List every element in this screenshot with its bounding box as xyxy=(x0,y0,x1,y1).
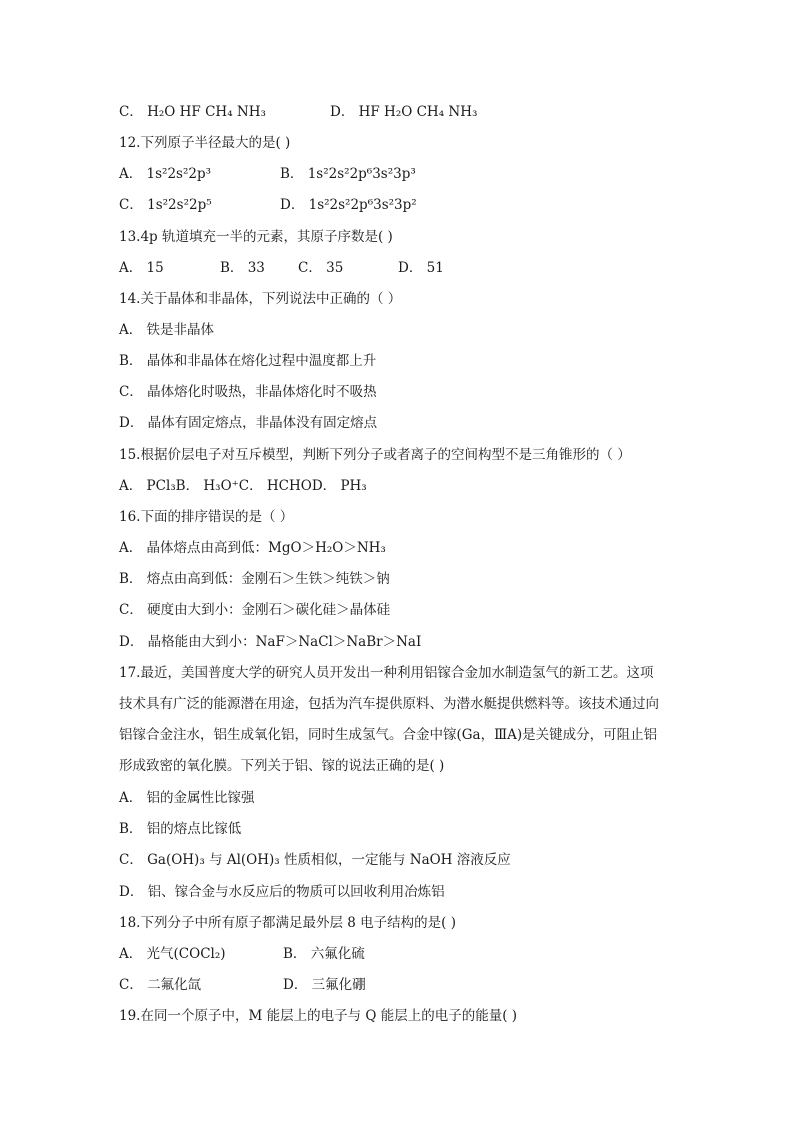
q18-stem: 18.下列分子中所有原子都满足最外层 8 电子结构的是( ) xyxy=(119,915,456,931)
q17-stem-line-2: 技术具有广泛的能源潜在用途，包括为汽车提供原料、为潜水艇提供燃料等。该技术通过向 xyxy=(119,696,659,712)
q18-option-c: C． 二氟化氙 xyxy=(119,977,202,993)
q18-option-d: D． 三氟化硼 xyxy=(283,977,366,993)
q14-option-c: C． 晶体熔化时吸热，非晶体熔化时不吸热 xyxy=(119,384,377,400)
q12-option-d: D． 1s²2s²2p⁶3s²3p² xyxy=(280,197,417,213)
q13-stem: 13.4p 轨道填充一半的元素，其原子序数是( ) xyxy=(119,229,393,245)
q16-option-c: C． 硬度由大到小：金刚石＞碳化硅＞晶体硅 xyxy=(119,602,391,618)
q15-stem: 15.根据价层电子对互斥模型，判断下列分子或者离子的空间构型不是三角锥形的（ ） xyxy=(119,447,631,463)
q13-option-b: B． 33 xyxy=(220,260,265,276)
q19-stem: 19.在同一个原子中，M 能层上的电子与 Q 能层上的电子的能量( ) xyxy=(119,1008,518,1024)
q18-option-b: B． 六氟化硫 xyxy=(283,946,365,962)
q13-option-d: D． 51 xyxy=(398,260,444,276)
q16-option-d: D． 晶格能由大到小：NaF＞NaCl＞NaBr＞NaI xyxy=(119,634,422,650)
q18-option-a: A． 光气(COCl₂) xyxy=(119,946,226,962)
q16-option-a: A． 晶体熔点由高到低：MgO＞H₂O＞NH₃ xyxy=(119,540,386,556)
q16-stem: 16.下面的排序错误的是（ ） xyxy=(119,509,294,525)
q12-stem: 12.下列原子半径最大的是( ) xyxy=(119,135,291,151)
q14-stem: 14.关于晶体和非晶体，下列说法中正确的（ ） xyxy=(119,291,402,307)
q17-stem-line-3: 铝镓合金注水，铝生成氧化铝，同时生成氢气。合金中镓(Ga，ⅢA)是关键成分，可阻止铝 xyxy=(119,727,658,743)
q17-stem xyxy=(119,658,679,782)
q13-option-a: A． 15 xyxy=(119,260,164,276)
q17-option-b: B． 铝的熔点比镓低 xyxy=(119,821,242,837)
q11-option-d: D． HF H₂O CH₄ NH₃ xyxy=(330,104,478,120)
q12-option-c: C． 1s²2s²2p⁵ xyxy=(119,197,212,213)
q14-option-d: D． 晶体有固定熔点，非晶体没有固定熔点 xyxy=(119,415,378,431)
q17-option-a: A． 铝的金属性比镓强 xyxy=(119,790,255,806)
q14-option-b: B． 晶体和非晶体在熔化过程中温度都上升 xyxy=(119,353,377,369)
q17-stem-line-1: 17.最近，美国普度大学的研究人员开发出一种利用铝镓合金加水制造氢气的新工艺。这项 xyxy=(119,665,654,681)
q16-option-b: B． 熔点由高到低：金刚石＞生铁＞纯铁＞钠 xyxy=(119,571,390,587)
q17-option-d: D． 铝、镓合金与水反应后的物质可以回收利用冶炼铝 xyxy=(119,884,445,900)
q12-option-b: B． 1s²2s²2p⁶3s²3p³ xyxy=(280,166,416,182)
q17-stem-line-4: 形成致密的氧化膜。下列关于铝、镓的说法正确的是( ) xyxy=(119,758,445,774)
q17-option-c: C． Ga(OH)₃ 与 Al(OH)₃ 性质相似，一定能与 NaOH 溶液反应 xyxy=(119,852,511,868)
q13-option-c: C． 35 xyxy=(298,260,344,276)
q15-options: A． PCl₃B． H₃O⁺C． HCHOD． PH₃ xyxy=(119,478,367,494)
q12-option-a: A． 1s²2s²2p³ xyxy=(119,166,212,182)
q14-option-a: A． 铁是非晶体 xyxy=(119,322,215,338)
q11-option-c: C． H₂O HF CH₄ NH₃ xyxy=(119,104,266,120)
